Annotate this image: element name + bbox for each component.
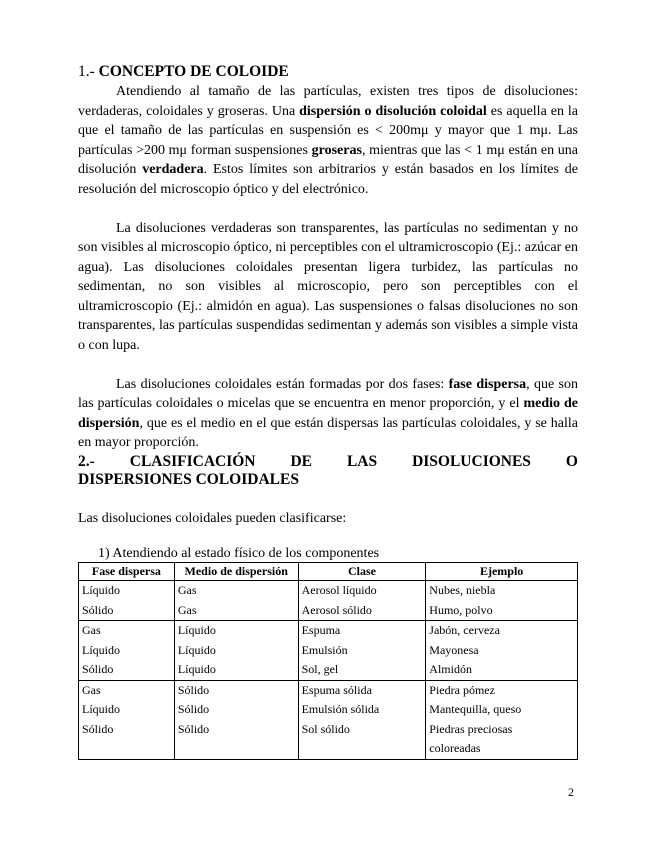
header-ejemplo: Ejemplo (426, 563, 578, 581)
cell-ejemplo: Nubes, niebla Humo, polvo (426, 581, 578, 621)
header-medio-dispersion: Medio de dispersión (174, 563, 298, 581)
s2-word: 2.- (78, 452, 95, 470)
section-1-heading (78, 62, 578, 82)
cell-clase: Aerosol líquido Aerosol sólido (298, 581, 426, 621)
cell-fase: Gas Líquido Sólido (79, 680, 175, 759)
p3-bold-1: fase dispersa (448, 376, 527, 392)
cell-fase: Gas Líquido Sólido (79, 621, 175, 681)
s2-word: DE (290, 452, 312, 470)
table-header-row (79, 563, 578, 581)
paragraph-1 (78, 82, 578, 199)
cell-ejemplo: Jabón, cerveza Mayonesa Almidón (426, 621, 578, 681)
cell-ejemplo: Piedra pómez Mantequilla, queso Piedras preciosas coloreadas (426, 680, 578, 759)
p3-bold-2: medio de dispersión (78, 396, 578, 431)
s2-word: DISOLUCIONES (412, 452, 531, 470)
header-fase-dispersa: Fase dispersa (79, 563, 175, 581)
section-1-number: 1.- (78, 63, 95, 80)
header-clase: Clase (298, 563, 426, 581)
s2-word: LAS (346, 452, 378, 470)
cell-medio: Gas Gas (174, 581, 298, 621)
p1-bold-1: dispersión o disolución coloidal (299, 103, 487, 119)
table-row (79, 621, 578, 681)
cell-clase: Espuma sólida Emulsión sólida Sol sólido (298, 680, 426, 759)
section-1-title: CONCEPTO DE COLOIDE (98, 63, 289, 80)
p3-text-2: , que son las partículas coloidales o micelas que se encuentra en menor proporción, y el (78, 376, 578, 411)
cell-medio: Líquido Líquido Líquido (174, 621, 298, 681)
cell-medio: Sólido Sólido Sólido (174, 680, 298, 759)
section-2-heading (78, 453, 578, 489)
colloid-classification-table (78, 562, 578, 760)
cell-clase: Espuma Emulsión Sol, gel (298, 621, 426, 681)
s2-word: CLASIFICACIÓN (129, 452, 256, 470)
p1-text-1: Atendiendo al tamaño de las partículas, existen tres tipos de disoluciones: verdaderas, coloidales y groseras. Una (78, 84, 578, 119)
p1-text-4: . Estos límites son arbitrarios y están basados en los límites de resolución del microscopio óptico y del electrónico. (78, 162, 578, 197)
page-number: 2 (568, 785, 574, 799)
p1-text-3: , mientras que las < 1 mμ están en una disolución (78, 142, 578, 177)
p1-bold-3: verdadera (142, 162, 204, 177)
s2-word: O (565, 452, 578, 470)
list-item-physical-state: 1) Atendiendo al estado físico de los componentes (98, 546, 380, 561)
paragraph-2: La disoluciones verdaderas son transparentes, las partículas no sedimentan y no son visibles al microscopio óptico, ni perceptibles con el ultramicroscopio (Ej.: azúcar en agua). Las disoluciones coloidales presentan ligera turbidez, las partículas no sedimentan, no son visibles al microscopio, pero son perceptibles con el ultramicroscopio (Ej.: almidón en agua). Las suspensiones o falsas disoluciones no son transparentes, las partículas suspendidas sedimentan y además son visibles a simple vista o con lupa. (78, 220, 578, 353)
paragraph-3 (78, 375, 578, 453)
p1-bold-2: groseras (311, 142, 362, 158)
cell-fase: Líquido Sólido (79, 581, 175, 621)
section-2-title-line-2: DISPERSIONES COLOIDALES (78, 470, 299, 488)
p3-text-1: Las disoluciones coloidales están formadas por dos fases: (116, 376, 449, 392)
table-row (79, 581, 578, 621)
p1-text-2: es aquella en la que el tamaño de las partículas en suspensión es < 200mμ y mayor que 1 mμ. Las partículas >200 mμ forman suspensiones (78, 103, 578, 158)
section-2-intro: Las disoluciones coloidales pueden clasificarse: (78, 510, 347, 526)
section-2-title-line-1 (78, 453, 578, 471)
page-content (78, 62, 578, 760)
table-row (79, 680, 578, 759)
p3-text-3: , que es el medio en el que están dispersas las partículas coloidales, y se halla en mayor proporción. (78, 415, 578, 450)
